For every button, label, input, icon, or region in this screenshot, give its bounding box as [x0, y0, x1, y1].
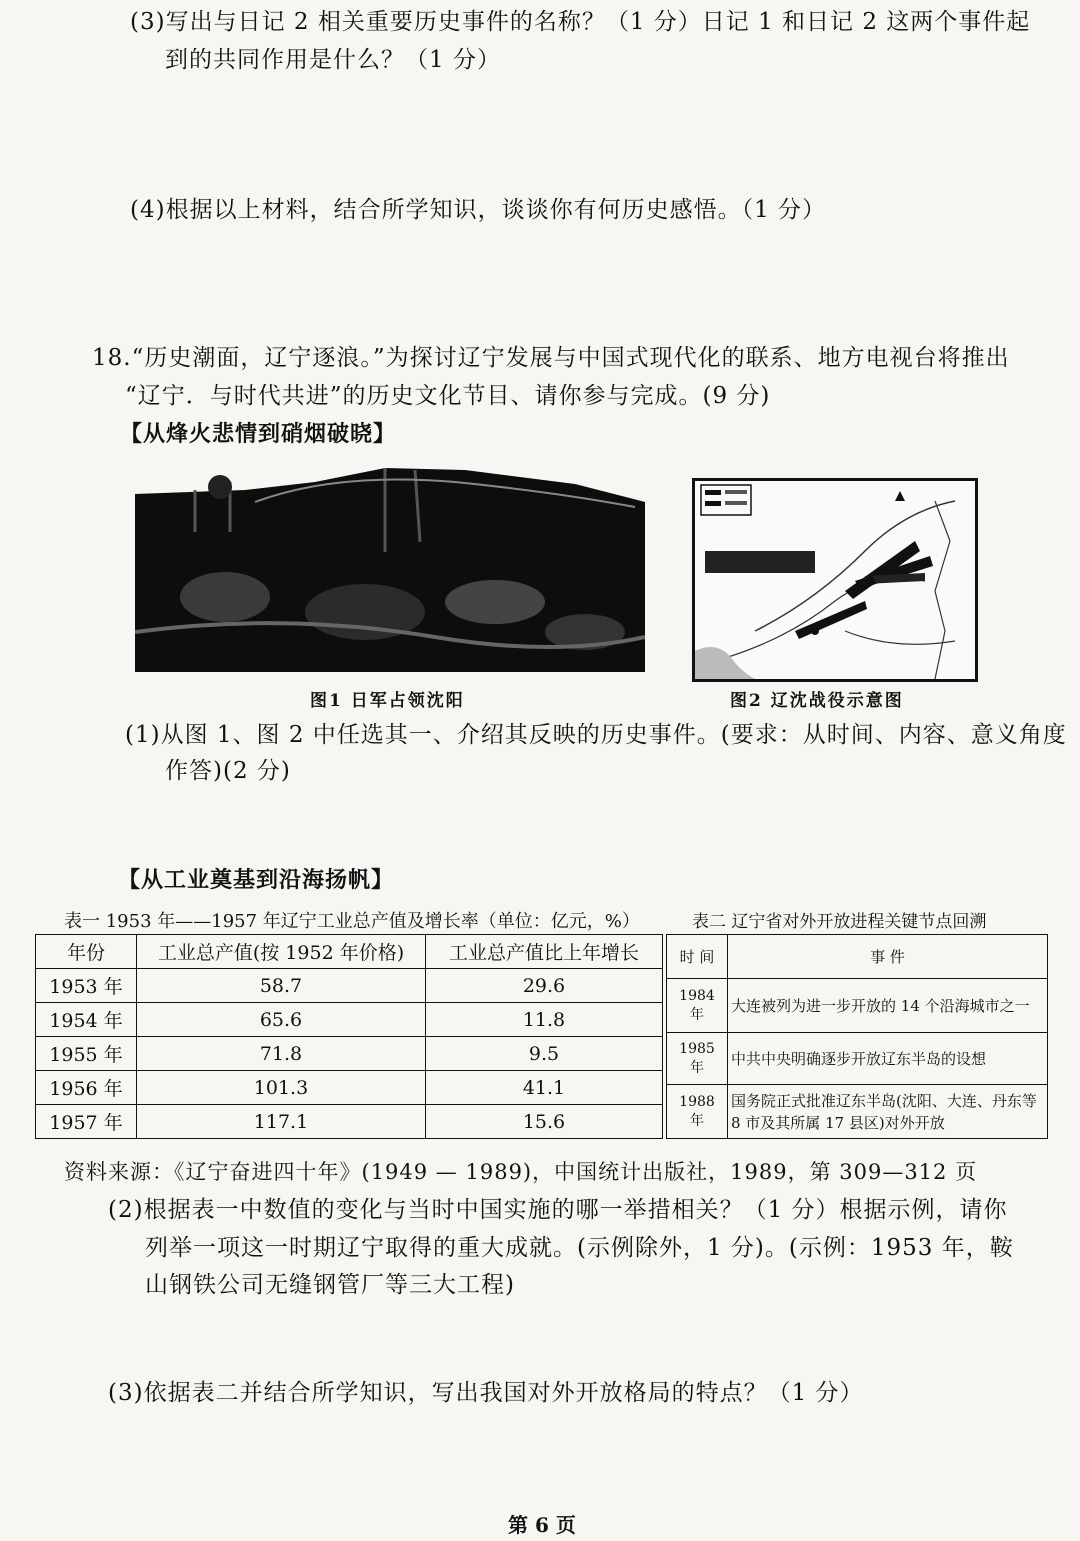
table-1 [35, 934, 663, 1139]
table-row [667, 1085, 1048, 1139]
liaoshen-campaign-map [695, 481, 975, 679]
table-row [36, 1037, 663, 1071]
table-cell: 国务院正式批准辽东半岛(沈阳、大连、丹东等 8 市及其所属 17 县区)对外开放 [728, 1085, 1048, 1139]
q18-part1-line1: (1)从图 1、图 2 中任选其一、介绍其反映的历史事件。(要求：从时间、内容、意义角度 [125, 722, 1067, 748]
table-2-header-row [667, 935, 1048, 979]
table-cell: 1984 年 [667, 979, 728, 1033]
table-cell: 1954 年 [36, 1003, 137, 1037]
section-heading-2: 【从工业奠基到沿海扬帆】 [118, 867, 395, 893]
table-cell: 58.7 [137, 969, 426, 1003]
table-1-header-output: 工业总产值(按 1952 年价格) [137, 935, 426, 969]
table-cell: 15.6 [426, 1105, 663, 1139]
table-cell: 1955 年 [36, 1037, 137, 1071]
table-1-header-row [36, 935, 663, 969]
table-2-header-event: 事 件 [728, 935, 1048, 979]
table-2-header-time: 时 间 [667, 935, 728, 979]
table-cell: 29.6 [426, 969, 663, 1003]
q18-intro-line2: “辽宁．与时代共进”的历史文化节目、请你参与完成。(9 分) [125, 383, 771, 409]
table-row [36, 1071, 663, 1105]
table-cell: 71.8 [137, 1037, 426, 1071]
q18-part1-line2: 作答)(2 分) [165, 758, 291, 784]
q18-part2-line3: 山钢铁公司无缝钢管厂等三大工程) [145, 1272, 515, 1298]
table-cell: 1956 年 [36, 1071, 137, 1105]
table-cell: 101.3 [137, 1071, 426, 1105]
table-cell: 中共中央明确逐步开放辽东半岛的设想 [728, 1033, 1048, 1085]
occupation-photo-image [135, 462, 645, 672]
q18-part2-line2: 列举一项这一时期辽宁取得的重大成就。(示例除外，1 分)。(示例：1953 年，鞍 [145, 1235, 1014, 1261]
table-2-caption: 表二 辽宁省对外开放进程关键节点回溯 [692, 912, 987, 932]
table-1-caption: 表一 1953 年——1957 年辽宁工业总产值及增长率（单位：亿元，%） [64, 911, 640, 932]
section-heading-1: 【从烽火悲情到硝烟破晓】 [120, 421, 397, 447]
table-row [36, 1003, 663, 1037]
figure-2-caption: 图2 辽沈战役示意图 [730, 691, 904, 711]
data-source: 资料来源：《辽宁奋进四十年》(1949 — 1989)，中国统计出版社，1989，第 309—312 页 [64, 1160, 978, 1184]
q18-intro-line1: 18.“历史潮面，辽宁逐浪。”为探讨辽宁发展与中国式现代化的联系、地方电视台将推出 [92, 345, 1010, 371]
table-cell: 1953 年 [36, 969, 137, 1003]
figure-1-photo [135, 462, 645, 672]
table-1-header-year: 年份 [36, 935, 137, 969]
table-2 [666, 934, 1048, 1139]
table-cell: 1985 年 [667, 1033, 728, 1085]
figure-1-caption: 图1 日军占领沈阳 [310, 691, 465, 711]
table-cell: 1957 年 [36, 1105, 137, 1139]
table-cell: 41.1 [426, 1071, 663, 1105]
table-cell: 大连被列为进一步开放的 14 个沿海城市之一 [728, 979, 1048, 1033]
page-number: 第 6 页 [508, 1513, 576, 1537]
table-row [36, 1105, 663, 1139]
table-cell: 1988 年 [667, 1085, 728, 1139]
figure-2-map [692, 478, 978, 682]
table-row [667, 1033, 1048, 1085]
table-cell: 9.5 [426, 1037, 663, 1071]
table-1-header-growth: 工业总产值比上年增长 [426, 935, 663, 969]
table-cell: 11.8 [426, 1003, 663, 1037]
q17-part3-line1: (3)写出与日记 2 相关重要历史事件的名称？（1 分）日记 1 和日记 2 这两个事件起 [130, 9, 1031, 35]
table-row [667, 979, 1048, 1033]
q17-part4: (4)根据以上材料，结合所学知识，谈谈你有何历史感悟。（1 分） [130, 197, 827, 223]
q17-part3-line2: 到的共同作用是什么？（1 分） [165, 47, 501, 73]
q18-part3: (3)依据表二并结合所学知识，写出我国对外开放格局的特点？（1 分） [108, 1380, 864, 1406]
table-cell: 65.6 [137, 1003, 426, 1037]
table-row [36, 969, 663, 1003]
q18-part2-line1: (2)根据表一中数值的变化与当时中国实施的哪一举措相关？（1 分）根据示例，请你 [108, 1197, 1008, 1223]
table-cell: 117.1 [137, 1105, 426, 1139]
